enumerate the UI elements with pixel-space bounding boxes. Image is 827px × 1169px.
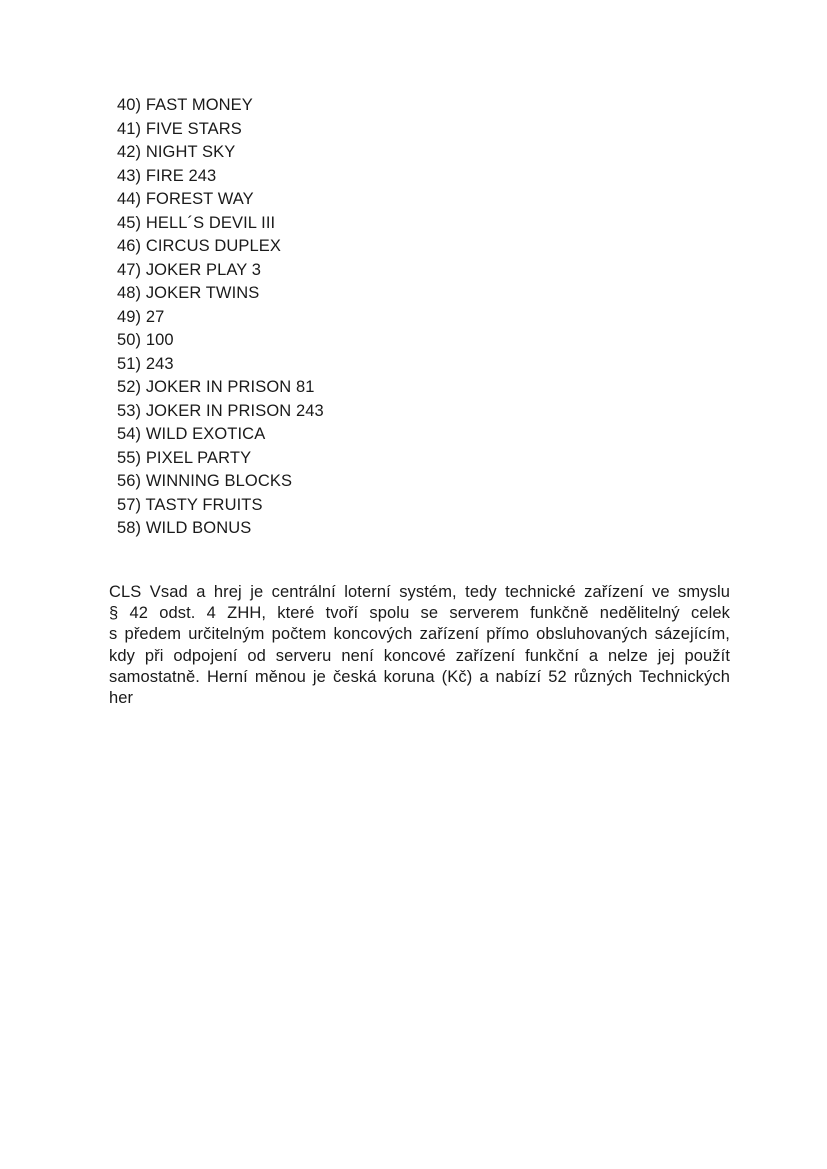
game-list xyxy=(117,94,324,541)
list-item: 52) JOKER IN PRISON 81 xyxy=(117,378,315,396)
body-paragraph xyxy=(109,582,730,709)
list-item: 55) PIXEL PARTY xyxy=(117,448,252,467)
list-item: 45) HELL´S DEVIL III xyxy=(117,213,276,232)
list-item: 40) FAST MONEY xyxy=(117,96,253,114)
paragraph-line: her xyxy=(109,689,134,708)
list-item: 41) FIVE STARS xyxy=(117,119,242,138)
list-item: 56) WINNING BLOCKS xyxy=(117,472,293,490)
list-item: 44) FOREST WAY xyxy=(117,190,254,208)
paragraph-line: CLS Vsad a hrej je centrální loterní systém, tedy technické zařízení ve smyslu xyxy=(109,583,730,601)
paragraph-line: s předem určitelným počtem koncových zařízení přímo obsluhovaných sázejícím, xyxy=(109,625,730,644)
list-item: 43) FIRE 243 xyxy=(117,166,217,185)
list-item: 46) CIRCUS DUPLEX xyxy=(117,237,281,255)
list-item: 53) JOKER IN PRISON 243 xyxy=(117,401,324,420)
list-item: 58) WILD BONUS xyxy=(117,519,252,537)
list-item: 57) TASTY FRUITS xyxy=(117,495,263,514)
list-item: 47) JOKER PLAY 3 xyxy=(117,260,262,279)
list-item: 51) 243 xyxy=(117,354,174,373)
list-item: 48) JOKER TWINS xyxy=(117,284,260,302)
list-item: 54) WILD EXOTICA xyxy=(117,425,266,443)
list-item: 49) 27 xyxy=(117,307,165,326)
list-item: 42) NIGHT SKY xyxy=(117,143,236,161)
paragraph-line: § 42 odst. 4 ZHH, které tvoří spolu se serverem funkčně nedělitelný celek xyxy=(109,604,730,623)
list-item: 50) 100 xyxy=(117,331,174,349)
paragraph-line: kdy při odpojení od serveru není koncové zařízení funkční a nelze jej použít xyxy=(109,646,730,665)
paragraph-line: samostatně. Herní měnou je česká koruna (Kč) a nabízí 52 různých Technických xyxy=(109,667,730,686)
